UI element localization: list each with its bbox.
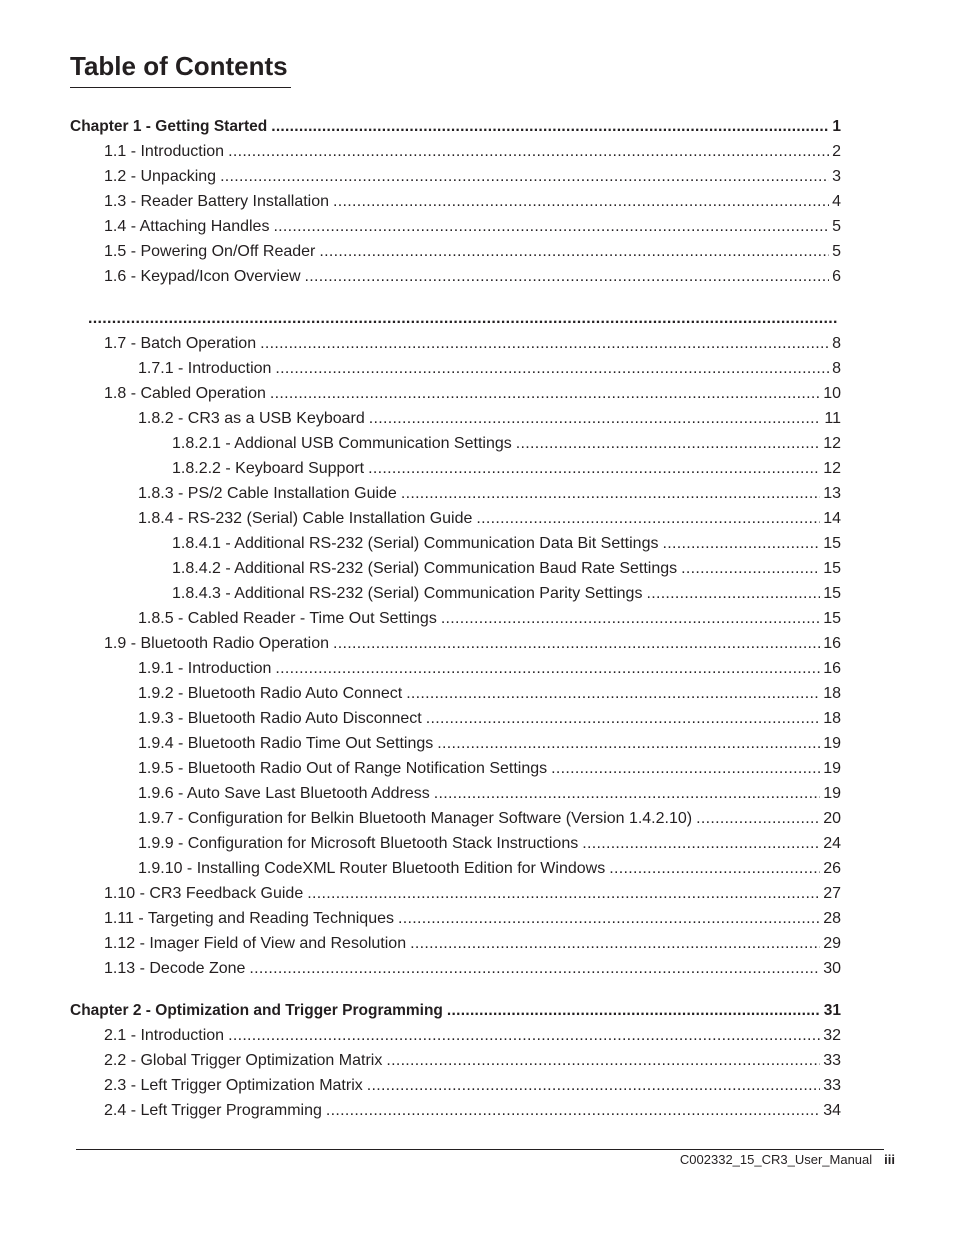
toc-page-number: 3 bbox=[832, 168, 841, 185]
toc-page-number: 15 bbox=[823, 585, 841, 602]
toc-dot-leader bbox=[582, 834, 820, 853]
toc-entry[interactable] bbox=[0, 1045, 841, 1070]
toc-entry[interactable] bbox=[0, 678, 841, 703]
toc-entry-title: 1.9.5 - Bluetooth Radio Out of Range Notification Settings bbox=[138, 760, 548, 777]
toc-entry[interactable] bbox=[0, 853, 841, 878]
toc-dot-leader bbox=[367, 1076, 820, 1095]
toc-dot-leader bbox=[275, 659, 820, 678]
toc-dot-leader bbox=[305, 267, 830, 286]
toc-entry[interactable] bbox=[0, 953, 841, 978]
toc-dot-leader bbox=[333, 634, 820, 653]
toc-entry[interactable] bbox=[0, 186, 841, 211]
toc-entry[interactable] bbox=[0, 828, 841, 853]
toc-entry[interactable] bbox=[0, 453, 841, 478]
toc-entry-title: 1.8.5 - Cabled Reader - Time Out Settings bbox=[138, 610, 437, 627]
page-title: Table of Contents bbox=[70, 51, 288, 81]
toc-page-number: 32 bbox=[823, 1027, 841, 1044]
toc-page-number: 28 bbox=[823, 910, 841, 927]
toc-dot-leader bbox=[220, 167, 829, 186]
toc-page-number: 16 bbox=[823, 660, 841, 677]
toc-entry[interactable] bbox=[0, 628, 841, 653]
toc-page-number: 30 bbox=[823, 960, 841, 977]
toc-dot-leader bbox=[476, 509, 820, 528]
toc-page-number: 15 bbox=[823, 560, 841, 577]
toc-page-number: 24 bbox=[823, 835, 841, 852]
toc-entry[interactable] bbox=[0, 1095, 841, 1120]
toc-page-number: 33 bbox=[823, 1077, 841, 1094]
toc-entry[interactable] bbox=[0, 478, 841, 503]
toc-dot-leader bbox=[609, 859, 820, 878]
toc-page-number: 10 bbox=[823, 385, 841, 402]
toc-entry[interactable] bbox=[0, 1070, 841, 1095]
toc-entry[interactable] bbox=[0, 1020, 841, 1045]
toc-entry[interactable] bbox=[0, 928, 841, 953]
toc-page-number: 16 bbox=[823, 635, 841, 652]
footer-divider bbox=[76, 1149, 884, 1150]
toc-page-number: 5 bbox=[832, 218, 841, 235]
toc-entry[interactable] bbox=[0, 261, 841, 286]
toc-page-number: 15 bbox=[823, 610, 841, 627]
toc-dot-leader bbox=[386, 1051, 820, 1070]
toc-page-number: 5 bbox=[832, 243, 841, 260]
toc-entry[interactable] bbox=[0, 803, 841, 828]
toc-dot-leader bbox=[260, 334, 829, 353]
toc-entry-title: 1.9.2 - Bluetooth Radio Auto Connect bbox=[138, 685, 403, 702]
toc-dot-leader bbox=[447, 1001, 821, 1020]
toc-page-number: 18 bbox=[823, 685, 841, 702]
toc-entry-title: 1.9.3 - Bluetooth Radio Auto Disconnect bbox=[138, 710, 422, 727]
toc-dot-leader bbox=[271, 117, 829, 136]
toc-entry-title: 2.4 - Left Trigger Programming bbox=[104, 1102, 322, 1119]
toc-page-number: 29 bbox=[823, 935, 841, 952]
toc-entry-title: 1.3 - Reader Battery Installation bbox=[104, 193, 330, 210]
toc-entry[interactable] bbox=[0, 136, 841, 161]
toc-page-number: 34 bbox=[823, 1102, 841, 1119]
toc-entry-title: 1.4 - Attaching Handles bbox=[104, 218, 270, 235]
toc-page-number: 1 bbox=[832, 118, 841, 135]
toc-entry-title: 1.8.3 - PS/2 Cable Installation Guide bbox=[138, 485, 397, 502]
toc-entry[interactable] bbox=[0, 553, 841, 578]
toc-page-number: 8 bbox=[832, 360, 841, 377]
toc-entry-title: 1.8.4.2 - Additional RS-232 (Serial) Communication Baud Rate Settings bbox=[172, 560, 678, 577]
toc-entry[interactable] bbox=[0, 403, 841, 428]
toc-dot-leader bbox=[249, 959, 820, 978]
toc-entry[interactable] bbox=[0, 578, 841, 603]
toc-page-number: 12 bbox=[823, 460, 841, 477]
toc-dot-leader bbox=[333, 192, 829, 211]
toc-dot-leader bbox=[696, 809, 820, 828]
toc-dot-leader bbox=[273, 217, 829, 236]
toc-chapter-entry[interactable] bbox=[0, 995, 841, 1020]
toc-entry-title: 2.1 - Introduction bbox=[104, 1027, 225, 1044]
toc-dot-leader bbox=[401, 484, 820, 503]
toc-page-number: 6 bbox=[832, 268, 841, 285]
toc-entry-title: 1.8 - Cabled Operation bbox=[104, 385, 266, 402]
toc-entry-title: 1.9.4 - Bluetooth Radio Time Out Settings bbox=[138, 735, 434, 752]
footer-page-number: iii bbox=[884, 1152, 895, 1167]
toc-dot-leader bbox=[368, 459, 820, 478]
toc-page-number: 19 bbox=[823, 785, 841, 802]
toc-entry[interactable] bbox=[0, 211, 841, 236]
toc-entry[interactable] bbox=[0, 428, 841, 453]
toc-dot-leader bbox=[270, 384, 820, 403]
toc-dot-leader bbox=[228, 142, 829, 161]
toc-entry[interactable] bbox=[0, 878, 841, 903]
toc-entry-title: 1.8.4 - RS-232 (Serial) Cable Installation Guide bbox=[138, 510, 473, 527]
toc-entry[interactable] bbox=[0, 603, 841, 628]
toc-entry-title: 1.11 - Targeting and Reading Techniques bbox=[104, 910, 394, 927]
toc-dot-leader bbox=[662, 534, 820, 553]
toc-entry[interactable] bbox=[0, 753, 841, 778]
footer-document-id: C002332_15_CR3_User_Manual bbox=[679, 1152, 873, 1167]
toc-page-number: 31 bbox=[823, 1002, 841, 1019]
toc-entry-title: Chapter 1 - Getting Started bbox=[70, 118, 268, 135]
toc-entry-title: 1.5 - Powering On/Off Reader bbox=[104, 243, 316, 260]
toc-entry-title: 1.9.10 - Installing CodeXML Router Bluetooth Edition for Windows bbox=[138, 860, 606, 877]
toc-chapter-entry[interactable] bbox=[0, 111, 841, 136]
toc-dot-leader bbox=[410, 934, 820, 953]
toc-entry[interactable] bbox=[0, 653, 841, 678]
toc-entry[interactable] bbox=[0, 903, 841, 928]
toc-dot-leader bbox=[319, 242, 829, 261]
toc-entry-title: 1.8.4.3 - Additional RS-232 (Serial) Communication Parity Settings bbox=[172, 585, 643, 602]
toc-page-number: 15 bbox=[823, 535, 841, 552]
toc-dot-leader bbox=[406, 684, 820, 703]
toc-entry-title: 1.6 - Keypad/Icon Overview bbox=[104, 268, 301, 285]
toc-entry[interactable] bbox=[0, 328, 841, 353]
title-underline bbox=[70, 87, 291, 88]
toc-entry-title: 1.8.4.1 - Additional RS-232 (Serial) Communication Data Bit Settings bbox=[172, 535, 659, 552]
toc-entry-title: 2.3 - Left Trigger Optimization Matrix bbox=[104, 1077, 363, 1094]
toc-entry-title: 1.9.1 - Introduction bbox=[138, 660, 272, 677]
toc-page-number: 14 bbox=[823, 510, 841, 527]
toc-dot-leader bbox=[441, 609, 820, 628]
toc-entry[interactable] bbox=[0, 778, 841, 803]
toc-entry[interactable] bbox=[0, 353, 841, 378]
toc-entry[interactable] bbox=[0, 503, 841, 528]
toc-entry-title: 1.7 - Batch Operation bbox=[104, 335, 257, 352]
toc-page-number: 27 bbox=[823, 885, 841, 902]
toc-entry[interactable] bbox=[0, 703, 841, 728]
toc-entry[interactable] bbox=[0, 161, 841, 186]
toc-page-number: 26 bbox=[823, 860, 841, 877]
toc-dot-leader bbox=[516, 434, 820, 453]
toc-entry-title: 1.9 - Bluetooth Radio Operation bbox=[104, 635, 330, 652]
toc-dot-leader bbox=[434, 784, 820, 803]
table-of-contents bbox=[0, 111, 954, 1120]
toc-dot-leader bbox=[437, 734, 820, 753]
toc-entry-title: 1.8.2.2 - Keyboard Support bbox=[172, 460, 365, 477]
toc-dot-leader bbox=[426, 709, 820, 728]
toc-dot-leader bbox=[275, 359, 829, 378]
toc-entry-title: 1.9.9 - Configuration for Microsoft Bluetooth Stack Instructions bbox=[138, 835, 579, 852]
toc-page-number: 4 bbox=[832, 193, 841, 210]
toc-page-number: 13 bbox=[823, 485, 841, 502]
toc-dot-leader bbox=[326, 1101, 820, 1120]
toc-dot-leader bbox=[88, 309, 838, 328]
toc-entry-title: 2.2 - Global Trigger Optimization Matrix bbox=[104, 1052, 383, 1069]
toc-entry-title: 1.1 - Introduction bbox=[104, 143, 225, 160]
toc-page-number: 20 bbox=[823, 810, 841, 827]
toc-dot-leader bbox=[398, 909, 820, 928]
toc-entry-title: 1.9.7 - Configuration for Belkin Bluetooth Manager Software (Version 1.4.2.10) bbox=[138, 810, 693, 827]
toc-page-number: 19 bbox=[823, 760, 841, 777]
toc-page-number: 33 bbox=[823, 1052, 841, 1069]
toc-entry-title: 1.7.1 - Introduction bbox=[138, 360, 272, 377]
toc-page-number: 11 bbox=[824, 410, 841, 427]
page-footer bbox=[680, 1152, 895, 1168]
toc-dot-leader bbox=[307, 884, 820, 903]
toc-entry-title: 1.9.6 - Auto Save Last Bluetooth Address bbox=[138, 785, 430, 802]
toc-dot-leader bbox=[551, 759, 820, 778]
toc-dot-leader bbox=[228, 1026, 820, 1045]
toc-entry-title: 1.10 - CR3 Feedback Guide bbox=[104, 885, 304, 902]
toc-entry-title: Chapter 2 - Optimization and Trigger Programming bbox=[70, 1002, 443, 1019]
toc-blank-entry[interactable] bbox=[0, 303, 841, 328]
toc-page-number: 2 bbox=[832, 143, 841, 160]
toc-dot-leader bbox=[646, 584, 820, 603]
toc-entry[interactable] bbox=[0, 236, 841, 261]
toc-page-number: 18 bbox=[823, 710, 841, 727]
toc-page-number: 12 bbox=[823, 435, 841, 452]
toc-entry[interactable] bbox=[0, 728, 841, 753]
toc-page-number: 8 bbox=[832, 335, 841, 352]
toc-entry-title: 1.8.2 - CR3 as a USB Keyboard bbox=[138, 410, 365, 427]
toc-entry-title: 1.13 - Decode Zone bbox=[104, 960, 246, 977]
toc-dot-leader bbox=[681, 559, 820, 578]
toc-entry-title: 1.8.2.1 - Addional USB Communication Settings bbox=[172, 435, 512, 452]
toc-entry-title: 1.2 - Unpacking bbox=[104, 168, 217, 185]
toc-dot-leader bbox=[369, 409, 822, 428]
toc-entry-title: 1.12 - Imager Field of View and Resolution bbox=[104, 935, 407, 952]
toc-entry[interactable] bbox=[0, 528, 841, 553]
toc-entry[interactable] bbox=[0, 378, 841, 403]
toc-page-number: 19 bbox=[823, 735, 841, 752]
